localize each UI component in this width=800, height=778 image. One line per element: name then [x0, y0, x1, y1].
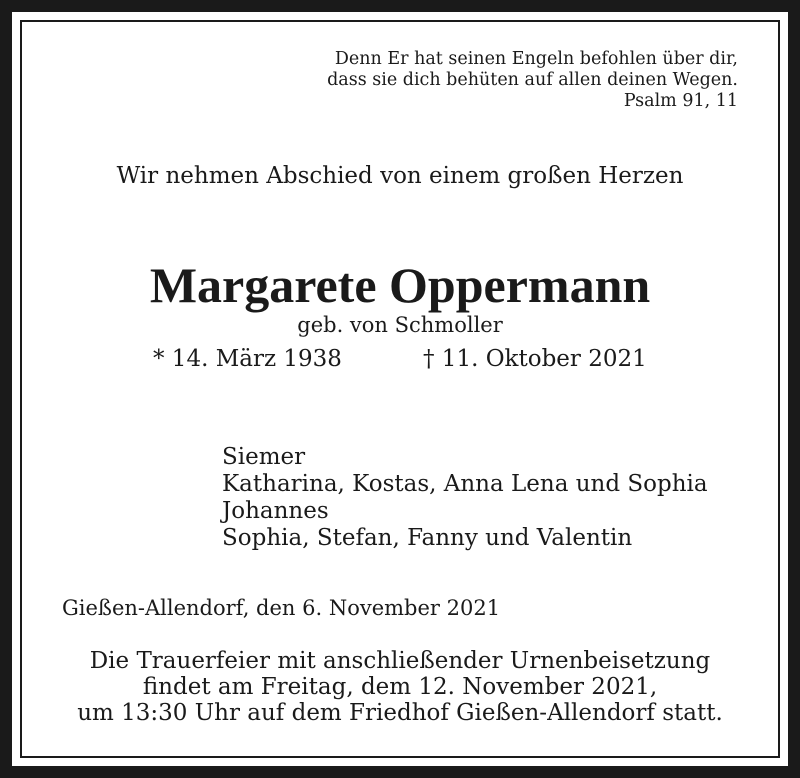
death-date: † 11. Oktober 2021 — [423, 346, 647, 372]
mourner-line: Katharina, Kostas, Anna Lena und Sophia — [222, 471, 708, 497]
funeral-line: Die Trauerfeier mit anschließender Urnenbeisetzung — [89, 648, 711, 674]
deceased-name: Margarete Oppermann — [149, 257, 651, 313]
mourners-list — [222, 444, 708, 552]
funeral-line: um 13:30 Uhr auf dem Friedhof Gießen-Allendorf statt. — [77, 700, 723, 726]
verse-line: Denn Er hat seinen Engeln befohlen über dir, — [334, 49, 738, 69]
farewell-headline: Wir nehmen Abschied von einem großen Herzen — [116, 163, 684, 189]
bible-verse — [327, 49, 738, 112]
verse-reference: Psalm 91, 11 — [623, 91, 738, 111]
mourner-line: Siemer — [222, 444, 306, 470]
funeral-line: findet am Freitag, dem 12. November 2021, — [142, 674, 658, 700]
birth-date: * 14. März 1938 — [153, 346, 342, 372]
funeral-notice — [0, 648, 800, 726]
maiden-name: geb. von Schmoller — [297, 313, 503, 337]
verse-line: dass sie dich behüten auf allen deinen Wegen. — [327, 70, 738, 90]
mourner-line: Johannes — [222, 498, 329, 524]
place-and-date: Gießen-Allendorf, den 6. November 2021 — [62, 596, 501, 620]
mourner-line: Sophia, Stefan, Fanny und Valentin — [222, 525, 633, 551]
